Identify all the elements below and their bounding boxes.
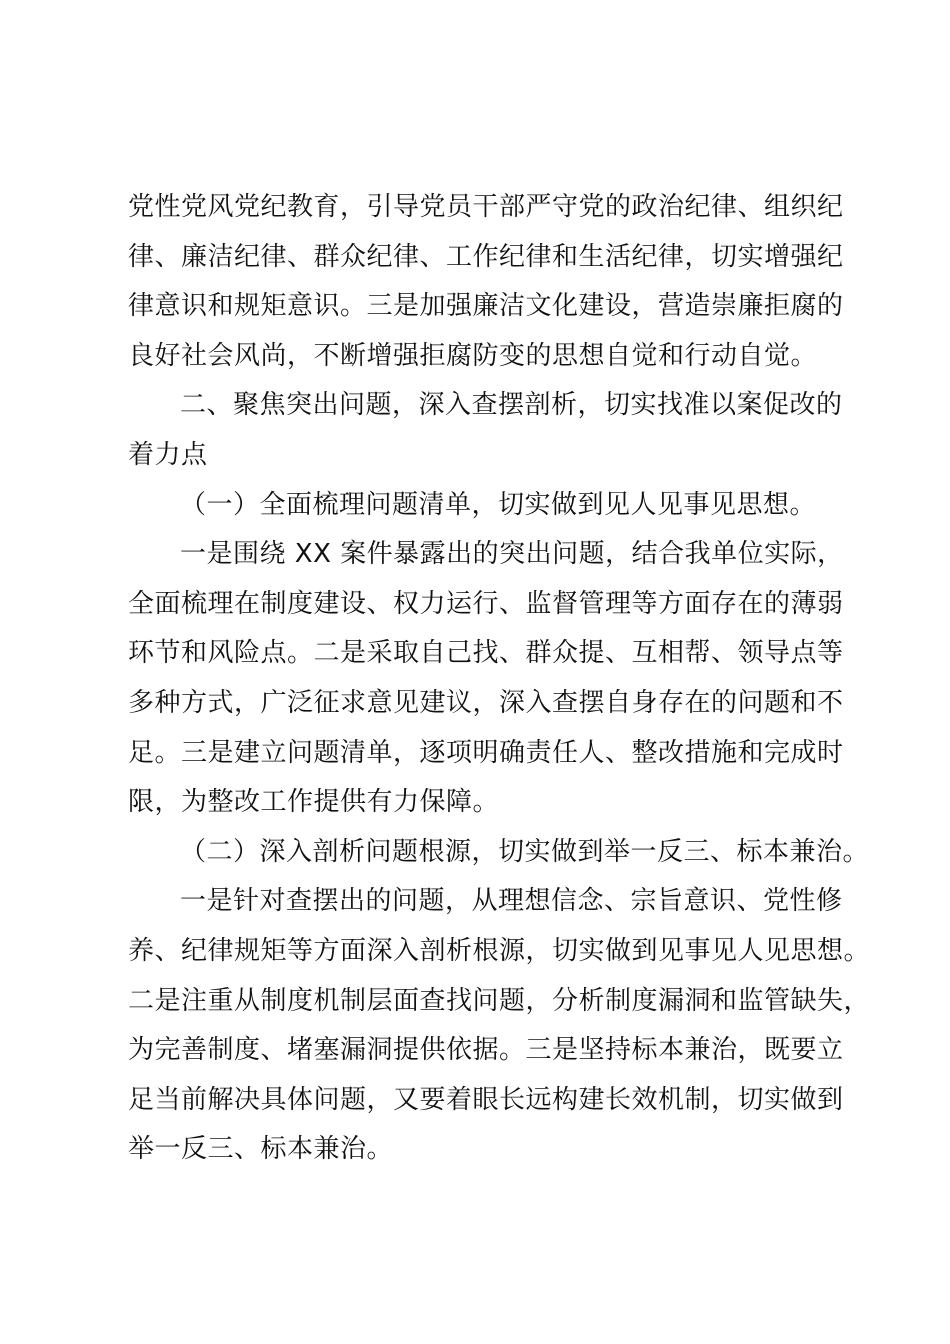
subsection-heading: （一）全面梳理问题清单，切实做到见人见事见思想。 <box>180 489 817 520</box>
text-line: 养、纪律规矩等方面深入剖析根源，切实做到见事见人见思想。 <box>128 935 871 966</box>
text-line: 律、廉洁纪律、群众纪律、工作纪律和生活纪律，切实增强纪 <box>128 241 844 272</box>
text-line: 律意识和规矩意识。三是加强廉洁文化建设，营造崇廉拒腐的 <box>128 291 844 322</box>
subsection-heading: （二）深入剖析问题根源，切实做到举一反三、标本兼治。 <box>180 836 870 867</box>
text-line: 一是围绕 XX 案件暴露出的突出问题，结合我单位实际， <box>180 539 844 570</box>
section-heading-continued: 着力点 <box>128 439 208 470</box>
section-heading: 二、聚焦突出问题，深入查摆剖析，切实找准以案促改的 <box>180 390 843 421</box>
text-line: 二是注重从制度机制层面查找问题，分析制度漏洞和监管缺失， <box>128 985 871 1016</box>
text-line: 限，为整改工作提供有力保障。 <box>128 787 500 818</box>
text-line: 党性党风党纪教育，引导党员干部严守党的政治纪律、组织纪 <box>128 192 844 222</box>
text-line: 为完善制度、堵塞漏洞提供依据。三是坚持标本兼治，既要立 <box>128 1035 844 1066</box>
text-line: 全面梳理在制度建设、权力运行、监督管理等方面存在的薄弱 <box>128 588 844 619</box>
text-line: 环节和风险点。二是采取自己找、群众提、互相帮、领导点等 <box>128 638 844 669</box>
text-line: 举一反三、标本兼治。 <box>128 1134 394 1165</box>
text-line: 多种方式，广泛征求意见建议，深入查摆自身存在的问题和不 <box>128 687 844 718</box>
text-line: 良好社会风尚，不断增强拒腐防变的思想自觉和行动自觉。 <box>128 340 818 371</box>
body-text <box>128 183 871 1175</box>
text-line: 足。三是建立问题清单，逐项明确责任人、整改措施和完成时 <box>128 737 844 768</box>
text-line: 一是针对查摆出的问题，从理想信念、宗旨意识、党性修 <box>180 886 843 917</box>
text-line: 足当前解决具体问题，又要着眼长远构建长效机制，切实做到 <box>128 1084 844 1115</box>
